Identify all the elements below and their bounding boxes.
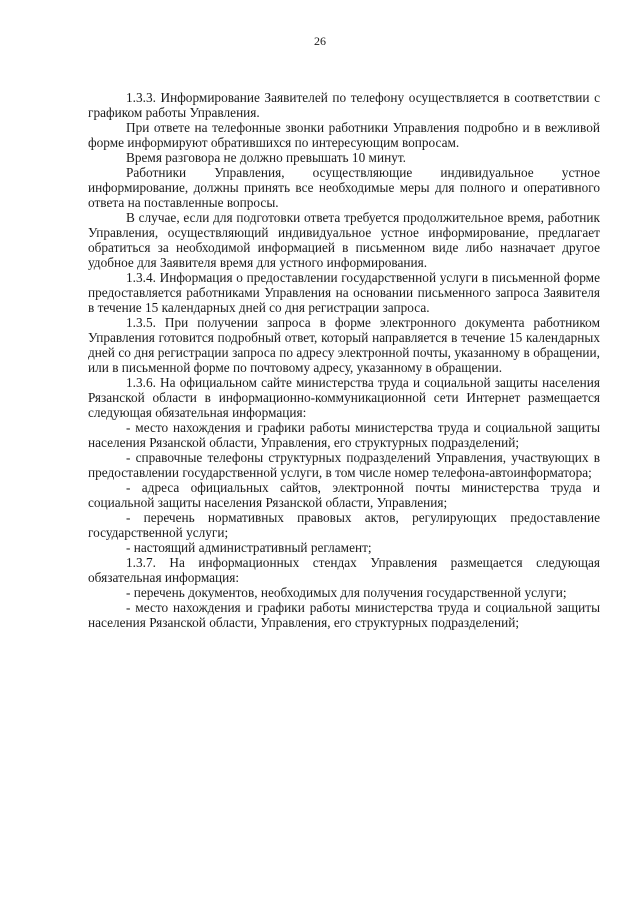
page-number: 26	[314, 34, 326, 48]
paragraph-1-3-5: 1.3.5. При получении запроса в форме электронного документа работником Управления готовится подробный ответ, который направляется в течение 15 календарных дней со дня регистрации запроса по адресу электронной почты, указанному в обращении, или в письменной форме по почтовому адресу, указанному в обращении.	[88, 315, 600, 375]
list-item-phones: - справочные телефоны структурных подразделений Управления, участвующих в предоставлении государственной услуги, в том числе номер телефона-автоинформатора;	[88, 450, 600, 480]
list-item-documents: - перечень документов, необходимых для получения государственной услуги;	[126, 585, 567, 600]
list-item-location-stands: - место нахождения и графики работы министерства труда и социальной защиты населения Рязанской области, Управления, его структурных подразделений;	[88, 600, 600, 630]
document-body	[88, 90, 600, 630]
list-item-regulation: - настоящий административный регламент;	[126, 540, 372, 555]
list-item-websites: - адреса официальных сайтов, электронной почты министерства труда и социальной защиты населения Рязанской области, Управления;	[88, 480, 600, 510]
paragraph-phone-answer: При ответе на телефонные звонки работники Управления подробно и в вежливой форме информируют обратившихся по интересующим вопросам.	[88, 120, 600, 150]
paragraph-1-3-4: 1.3.4. Информация о предоставлении государственной услуги в письменной форме предоставляется работниками Управления на основании письменного запроса Заявителя в течение 15 календарных дней со дня регистрации запроса.	[88, 270, 600, 315]
paragraph-1-3-6: 1.3.6. На официальном сайте министерства труда и социальной защиты населения Рязанской области в информационно-коммуникационной сети Интернет размещается следующая обязательная информация:	[88, 375, 600, 420]
paragraph-long-answer: В случае, если для подготовки ответа требуется продолжительное время, работник Управления, осуществляющий индивидуальное устное информирование, предлагает обратиться за необходимой информацией в письменном виде либо назначает другое удобное для Заявителя время для устного информирования.	[88, 210, 600, 270]
list-item-location-ministry: - место нахождения и графики работы министерства труда и социальной защиты населения Рязанской области, Управления, его структурных подразделений;	[88, 420, 600, 450]
paragraph-1-3-7: 1.3.7. На информационных стендах Управления размещается следующая обязательная информация:	[88, 555, 600, 585]
paragraph-staff-measures: Работники Управления, осуществляющие индивидуальное устное информирование, должны принять все необходимые меры для полного и оперативного ответа на поставленные вопросы.	[88, 165, 600, 210]
paragraph-call-duration: Время разговора не должно превышать 10 минут.	[126, 150, 406, 165]
paragraph-1-3-3: 1.3.3. Информирование Заявителей по телефону осуществляется в соответствии с графиком работы Управления.	[88, 90, 600, 120]
list-item-legal-acts: - перечень нормативных правовых актов, регулирующих предоставление государственной услуги;	[88, 510, 600, 540]
